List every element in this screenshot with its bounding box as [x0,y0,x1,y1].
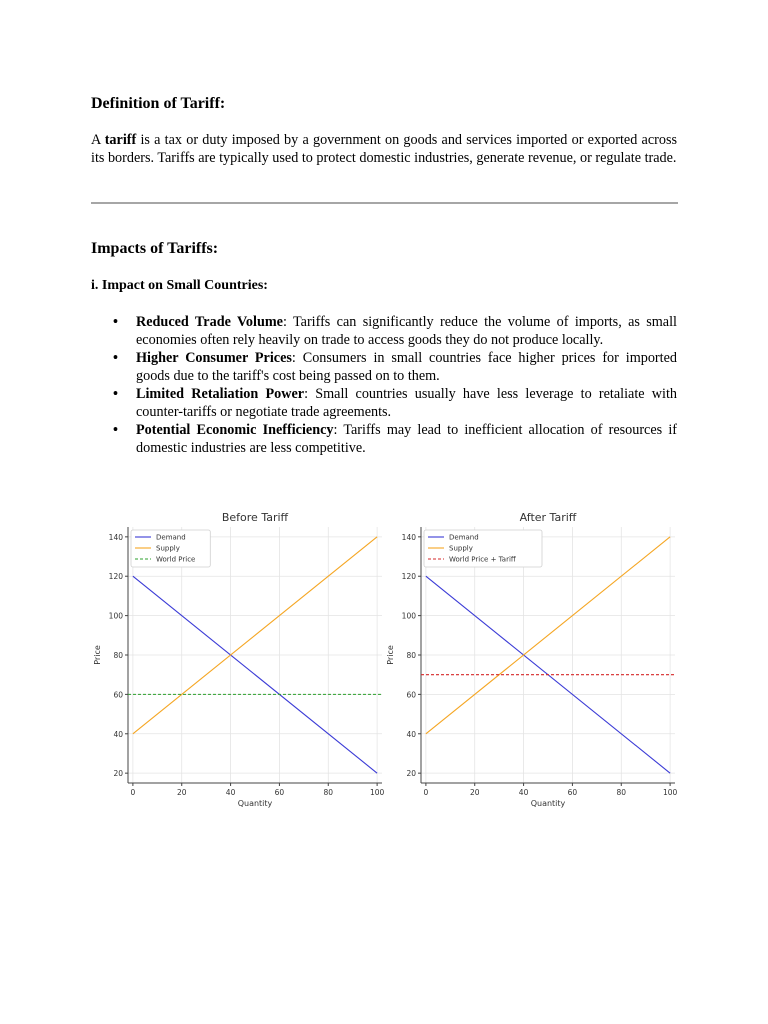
x-tick-label: 100 [369,788,384,797]
item-text: : Small countries usually have less leverage to retaliate with counter-tariffs or negotiate trade agreements. [136,386,677,420]
before-tariff-chart-svg [92,505,384,810]
item-text: : Tariffs can significantly reduce the volume of imports, as small economies often rely heavily on trade to access goods they do not produce locally. [136,314,677,348]
legend-label: Supply [449,544,473,553]
x-tick-label: 40 [225,788,236,797]
x-tick-label: 20 [176,788,187,797]
item-title: Reduced Trade Volume [136,314,283,330]
x-tick-label: 20 [469,788,480,797]
legend-label: Demand [156,533,186,542]
definition-article: A [91,132,101,148]
x-tick-label: 60 [567,788,578,797]
y-tick-label: 140 [401,532,416,542]
definition-text: is a tax or duty imposed by a government on goods and services imported or exported across its borders. Tariffs are typically used to protect domestic industries, generate revenue, or regulate trade. [91,132,678,166]
bullet-icon: • [113,386,118,402]
item-title: Higher Consumer Prices [136,350,292,366]
list-item [91,385,677,421]
y-tick-label: 120 [401,572,416,582]
legend-label: World Price [156,555,196,564]
before-tariff-chart [92,505,384,810]
item-text: : Consumers in small countries face higher prices for imported goods due to the tariff's cost being passed on to them. [136,350,677,384]
x-tick-label: 100 [662,788,677,797]
y-tick-label: 40 [406,729,416,739]
y-tick-label: 40 [113,729,123,739]
small-countries-subheading: i. Impact on Small Countries: [91,278,268,293]
list-item [91,349,677,385]
y-tick-label: 140 [108,532,123,542]
x-axis-label: Quantity [237,799,273,808]
y-tick-label: 80 [113,651,123,660]
list-item [91,421,677,457]
after-tariff-chart [385,505,677,810]
x-tick-label: 40 [518,788,529,797]
legend-label: Demand [449,533,479,542]
legend-label: World Price + Tariff [449,555,516,564]
y-tick-label: 120 [108,572,123,582]
x-tick-label: 0 [130,788,136,797]
chart-title: Before Tariff [221,511,289,524]
item-title: Potential Economic Inefficiency [136,422,334,438]
item-text: : Tariffs may lead to inefficient allocation of resources if domestic industries are less competitive. [136,422,677,456]
x-axis-label: Quantity [530,799,566,808]
series-line-demand [133,576,377,773]
list-item [91,313,677,349]
item-title: Limited Retaliation Power [136,386,305,402]
tariff-term: tariff [104,132,137,148]
definition-paragraph [91,131,677,167]
after-tariff-chart-svg [385,505,677,810]
y-tick-label: 80 [406,651,416,660]
y-tick-label: 60 [113,690,123,700]
section-divider [91,202,678,204]
bullet-icon: • [113,350,118,366]
x-tick-label: 80 [616,788,627,797]
y-axis-label: Price [93,645,102,665]
x-tick-label: 60 [274,788,285,797]
y-tick-label: 100 [401,611,416,621]
y-axis-label: Price [386,645,395,665]
x-tick-label: 0 [423,788,429,797]
bullet-icon: • [113,314,118,330]
y-tick-label: 100 [108,611,123,621]
impacts-heading: Impacts of Tariffs: [91,240,219,257]
impacts-list [91,313,677,457]
definition-heading: Definition of Tariff: [91,95,226,112]
y-tick-label: 60 [406,690,416,700]
x-tick-label: 80 [323,788,334,797]
chart-title: After Tariff [519,511,577,524]
y-tick-label: 20 [406,769,416,779]
bullet-icon: • [113,422,118,438]
legend-label: Supply [156,544,180,553]
y-tick-label: 20 [113,769,123,779]
